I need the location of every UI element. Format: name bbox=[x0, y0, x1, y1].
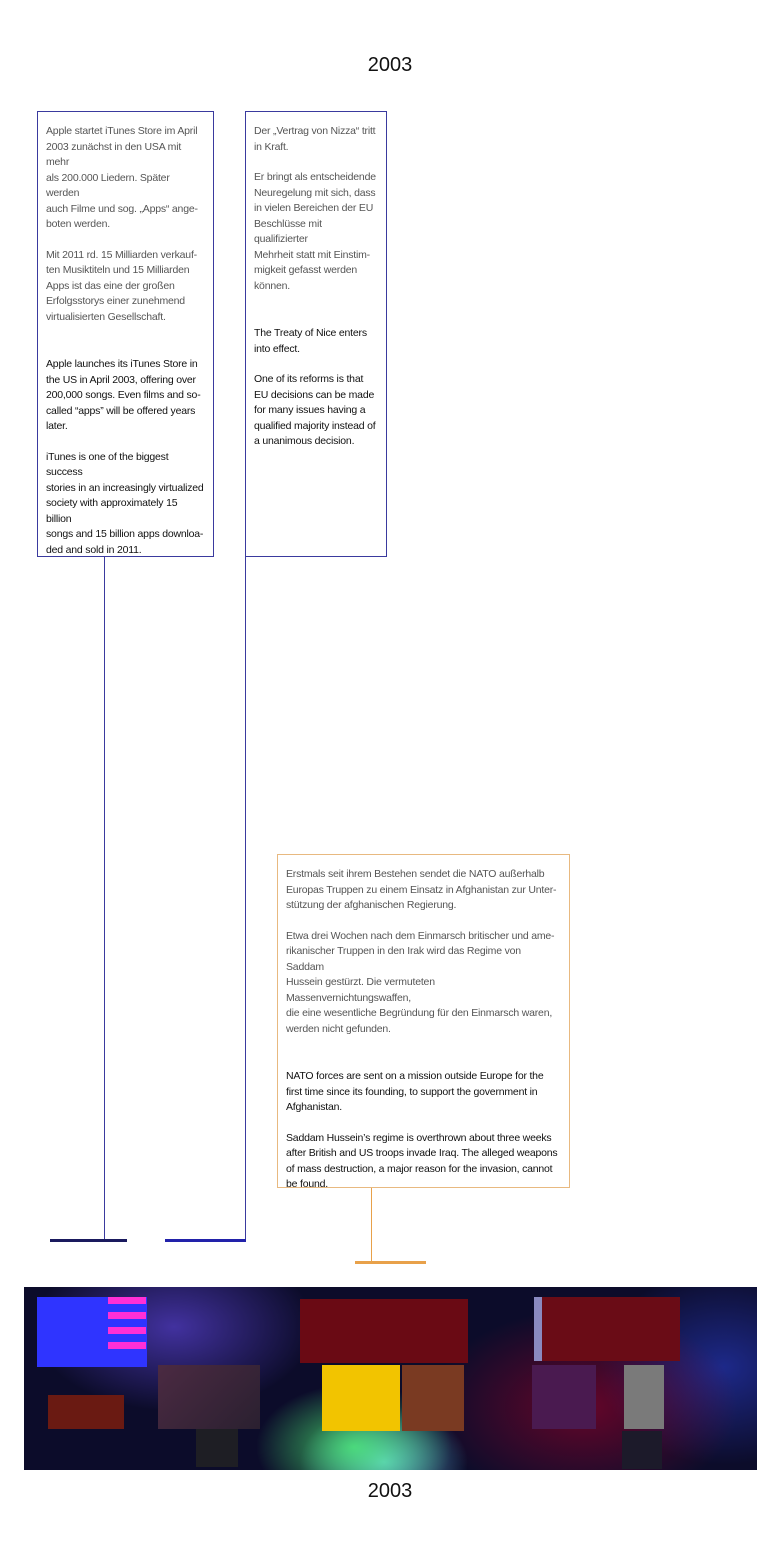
dark-block bbox=[196, 1429, 238, 1467]
grey-square bbox=[624, 1365, 664, 1429]
event-card-itunes bbox=[37, 111, 214, 557]
pink-stripe bbox=[108, 1312, 146, 1319]
card-text-en-2: One of its reforms is that EU decisions can be made for many issues having a qualified majority instead of a unanimous decision. bbox=[254, 373, 376, 447]
pink-stripe bbox=[108, 1297, 146, 1304]
light-edge bbox=[534, 1297, 542, 1361]
dark-square bbox=[622, 1431, 662, 1469]
pink-stripe bbox=[108, 1342, 146, 1349]
card-text-en-1: The Treaty of Nice enters into effect. bbox=[254, 327, 367, 355]
connector-line-treaty bbox=[245, 557, 246, 1241]
timeline-marker-nato bbox=[355, 1261, 426, 1264]
year-heading-top: 2003 bbox=[367, 54, 413, 76]
card-text-de-2: Mit 2011 rd. 15 Milliarden verkauf- ten Musiktiteln und 15 Milliarden Apps ist das eine der großen Erfolgsstorys einer zunehmend virtualisierten Gesellschaft. bbox=[46, 248, 197, 323]
card-text-de-1: Erstmals seit ihrem Bestehen sendet die NATO außerhalb Europas Truppen zu einem Einsatz in Afghanistan zur Unter- stützung der afghanischen Regierung. bbox=[286, 868, 557, 911]
year-heading-bottom: 2003 bbox=[367, 1480, 413, 1502]
card-text-en-2: iTunes is one of the biggest success stories in an increasingly virtualized society with approximately 15 billion songs and 15 billion apps downloa- ded and sold in 2011. bbox=[46, 450, 204, 556]
red-block bbox=[48, 1395, 124, 1429]
decorative-light-band bbox=[24, 1287, 757, 1470]
timeline-marker-treaty bbox=[165, 1239, 246, 1242]
connector-line-nato bbox=[371, 1188, 372, 1263]
card-text-de-2: Etwa drei Wochen nach dem Einmarsch britischer und ame- rikanischer Truppen in den Irak wird das Regime von Saddam Hussein gestürzt. Die vermuteten Massenvernichtungswaffen, die eine wesentliche Begründung für den Einmarsch waren, werden nicht gefunden. bbox=[286, 929, 555, 1035]
card-text-en-2: Saddam Hussein’s regime is overthrown about three weeks after British and US troops invade Iraq. The alleged weapons of mass destruction, a major reason for the invasion, cannot be found. bbox=[286, 1131, 558, 1190]
maroon-block bbox=[542, 1297, 680, 1361]
card-text-en-1: Apple launches its iTunes Store in the US in April 2003, offering over 200,000 songs. Even films and so- called “apps” will be offered years later. bbox=[46, 358, 201, 432]
card-text-en-1: NATO forces are sent on a mission outside Europe for the first time since its founding, to support the government in Afghanistan. bbox=[286, 1070, 544, 1113]
purple-block bbox=[532, 1365, 596, 1429]
connector-line-itunes bbox=[104, 557, 105, 1241]
dark-red-block bbox=[300, 1299, 468, 1363]
event-card-treaty-of-nice bbox=[245, 111, 387, 557]
card-text-de-2: Er bringt als entscheidende Neuregelung mit sich, dass in vielen Bereichen der EU Beschlüsse mit qualifizierter Mehrheit statt mit Einstim- migkeit gefasst werden können. bbox=[254, 171, 376, 292]
timeline-marker-itunes bbox=[50, 1239, 127, 1242]
card-text-de-1: Der „Vertrag von Nizza“ tritt in Kraft. bbox=[254, 125, 376, 153]
grey-block bbox=[158, 1365, 260, 1429]
yellow-block bbox=[322, 1365, 400, 1431]
pink-stripe bbox=[108, 1327, 146, 1334]
event-card-nato-iraq bbox=[277, 854, 570, 1188]
brown-block bbox=[402, 1365, 464, 1431]
card-text-de-1: Apple startet iTunes Store im April 2003 zunächst in den USA mit mehr als 200.000 Liedern. Später werden auch Filme und sog. „Apps“ ange- boten werden. bbox=[46, 125, 198, 230]
